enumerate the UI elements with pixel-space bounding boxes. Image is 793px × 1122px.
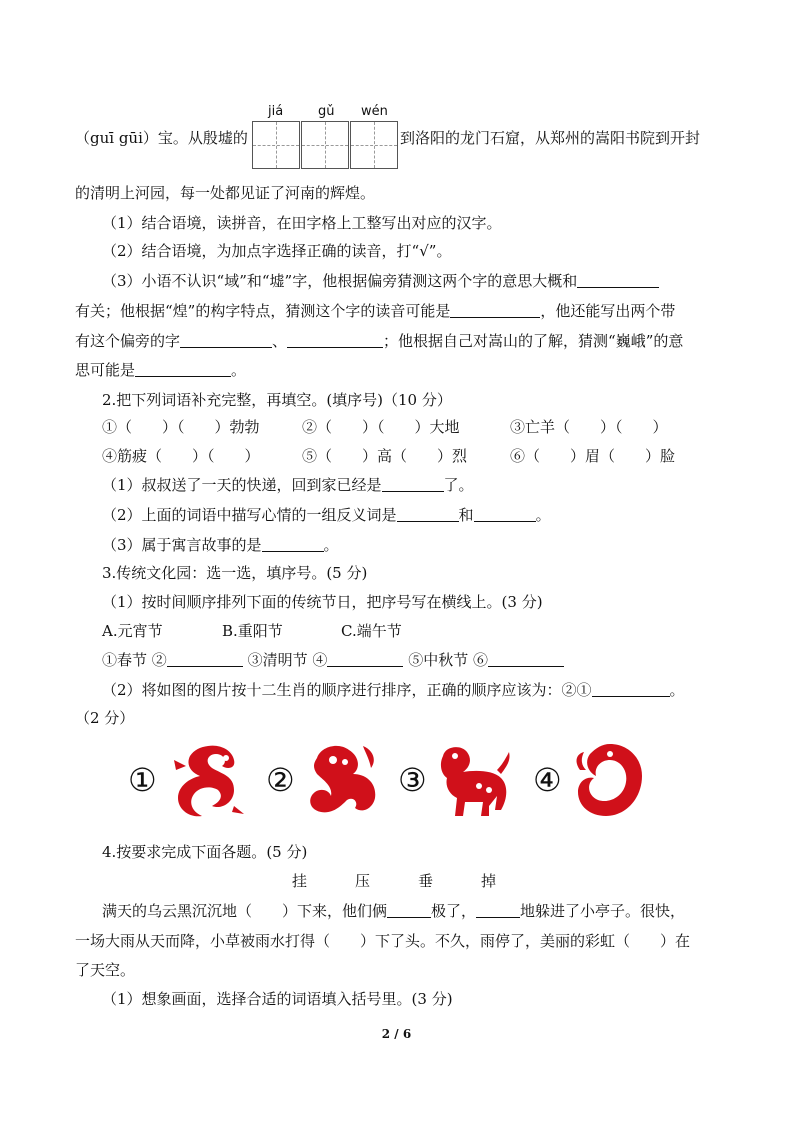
- zodiac-num-2: ②: [266, 761, 295, 799]
- q1-sub2: （2）结合语境，为加点字选择正确的读音，打“√”。: [102, 242, 452, 260]
- papercut-dragon-icon: [168, 740, 246, 820]
- q3-option-c: C.端午节: [341, 622, 402, 640]
- q1-sub3-line3: 有这个偏旁的字 、 ；他根据自己对嵩山的了解，猜测“巍峨”的意: [75, 332, 684, 350]
- q2-row2-b: ⑤（ ）高（ ）烈: [302, 447, 468, 465]
- blank-q4-1[interactable]: [387, 902, 431, 918]
- q2-s3: （3）属于寓言故事的是 。: [102, 536, 339, 554]
- q3-option-a: A.元宵节: [102, 622, 163, 640]
- blank-zodiac-order[interactable]: [592, 681, 670, 697]
- q3-sub1: （1）按时间顺序排列下面的传统节日，把序号写在横线上。(3 分): [102, 593, 543, 611]
- blank-weie-meaning[interactable]: [135, 361, 231, 377]
- papercut-tiger-icon: [303, 740, 381, 820]
- pinyin-jia: jiá: [268, 104, 284, 119]
- intro-line-1b: 到洛阳的龙门石窟，从郑州的嵩阳书院到开封: [400, 129, 701, 147]
- q1-sub1: （1）结合语境，读拼音，在田字格上工整写出对应的汉字。: [102, 214, 502, 232]
- q2-row2-a: ④筋疲（ ）（ ）: [102, 447, 260, 465]
- blank-seq-4[interactable]: [327, 651, 403, 667]
- intro-line-2: 的清明上河园，每一处都见证了河南的辉煌。: [75, 184, 376, 202]
- tianzi-box-3[interactable]: [350, 121, 398, 169]
- blank-q2-s2-a[interactable]: [397, 506, 459, 522]
- q2-row1-c: ③亡羊（ ）（ ）: [510, 418, 668, 436]
- intro-line-1a: （guī gūi）宝。从殷墟的: [75, 129, 248, 147]
- q4-passage-line3: 了天空。: [75, 961, 136, 979]
- word-ya: 压: [355, 872, 371, 890]
- word-diao: 掉: [481, 872, 497, 890]
- papercut-monkey-icon: [570, 740, 648, 820]
- q2-row1-a: ①（ ）（ ）勃勃: [102, 418, 260, 436]
- blank-seq-6[interactable]: [488, 651, 564, 667]
- q4-sub1: （1）想象画面，选择合适的词语填入括号里。(3 分): [102, 990, 453, 1008]
- zodiac-num-1: ①: [128, 761, 157, 799]
- q2-title: 2.把下列词语补充完整，再填空。(填序号)（10 分）: [102, 391, 452, 409]
- word-chui: 垂: [418, 872, 434, 890]
- blank-radical-char-1[interactable]: [180, 332, 272, 348]
- q1-sub3-line1: （3）小语不认识“域”和“墟”字，他根据偏旁猜测这两个字的意思大概和: [102, 271, 659, 291]
- blank-q2-s3[interactable]: [262, 536, 324, 552]
- blank-seq-2[interactable]: [167, 651, 243, 667]
- q4-passage-line1: 满天的乌云黑沉沉地（ ）下来，他们俩 极了， 地躲进了小亭子。很快，: [102, 902, 686, 920]
- q3-sub2-score: （2 分）: [75, 709, 135, 727]
- q2-row1-b: ②（ ）（ ）大地: [302, 418, 460, 436]
- q3-option-b: B.重阳节: [222, 622, 283, 640]
- q3-title: 3.传统文化园：选一选，填序号。(5 分): [102, 564, 368, 582]
- blank-q4-2[interactable]: [476, 902, 520, 918]
- q1-sub3-line4: 思可能是 。: [75, 361, 247, 379]
- blank-huang-reading[interactable]: [450, 302, 540, 318]
- pinyin-wen: wén: [361, 104, 388, 119]
- q3-sequence: ①春节 ② ③清明节 ④ ⑤中秋节 ⑥: [102, 650, 564, 670]
- tianzi-box-1[interactable]: [252, 121, 300, 169]
- zodiac-num-4: ④: [533, 761, 562, 799]
- blank-radical-char-2[interactable]: [287, 332, 383, 348]
- q2-s2: （2）上面的词语中描写心情的一组反义词是 和 。: [102, 506, 551, 524]
- papercut-dog-icon: [435, 740, 513, 820]
- q1-sub3-line2: 有关；他根据“煌”的构字特点，猜测这个字的读音可能是 ，他还能写出两个带: [75, 302, 676, 320]
- blank-radical-meaning[interactable]: [577, 272, 659, 288]
- q2-s1: （1）叔叔送了一天的快递，回到家已经是 了。: [102, 476, 474, 494]
- q4-title: 4.按要求完成下面各题。(5 分): [102, 843, 308, 861]
- q3-sub2: （2）将如图的图片按十二生肖的顺序进行排序，正确的顺序应该为：②① 。: [102, 681, 685, 699]
- pinyin-gu: gǔ: [318, 104, 335, 119]
- blank-q2-s1[interactable]: [382, 476, 444, 492]
- q4-passage-line2: 一场大雨从天而降，小草被雨水打得（ ）下了头。不久，雨停了，美丽的彩虹（ ）在: [75, 932, 691, 950]
- word-gua: 挂: [292, 872, 308, 890]
- q2-row2-c: ⑥（ ）眉（ ）脸: [510, 447, 676, 465]
- page-number: 2 / 6: [381, 1027, 412, 1041]
- zodiac-num-3: ③: [398, 761, 427, 799]
- q4-word-bank: [292, 871, 544, 891]
- blank-q2-s2-b[interactable]: [474, 506, 536, 522]
- tianzi-box-2[interactable]: [301, 121, 349, 169]
